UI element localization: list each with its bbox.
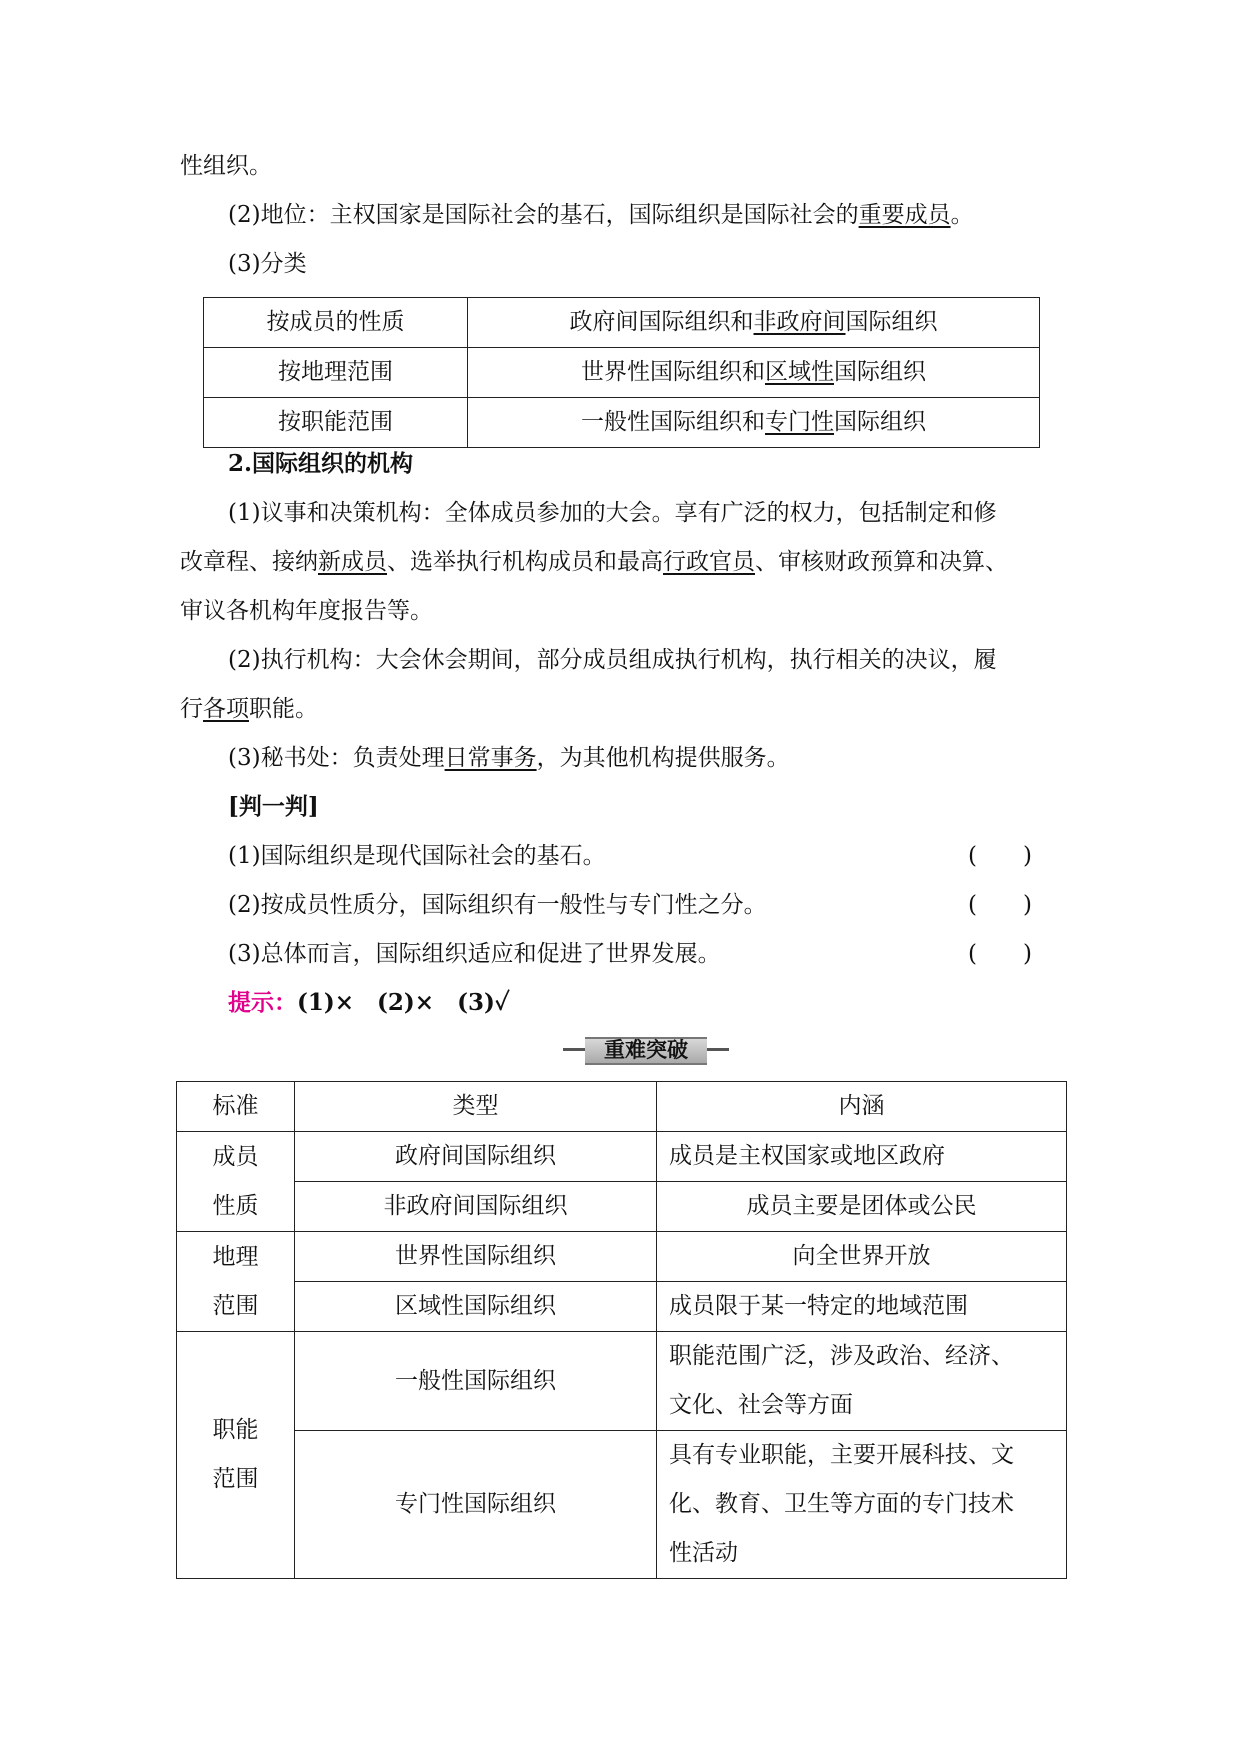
header-cell: 标准	[177, 1082, 295, 1132]
table-row	[177, 1132, 1067, 1182]
type-cell: 专门性国际组织	[295, 1431, 657, 1579]
type-cell: 非政府间国际组织	[295, 1182, 657, 1232]
table-row	[204, 298, 1040, 348]
type-cell: 世界性国际组织	[295, 1232, 657, 1282]
underlined-term: 各项	[203, 696, 249, 722]
header-cell: 类型	[295, 1082, 657, 1132]
classification-table	[203, 297, 1040, 448]
judge-item: (2)按成员性质分，国际组织有一般性与专门性之分。	[228, 892, 767, 918]
table-row	[204, 398, 1040, 448]
table-row	[177, 1431, 1067, 1579]
text-span: (2)地位：主权国家是国际社会的基石，国际组织是国际社会的	[228, 202, 859, 228]
hint-label: 提示：	[228, 989, 297, 1016]
types-cell: 世界性国际组织和区域性国际组织	[468, 348, 1040, 398]
standard-cell: 地理 范围	[177, 1232, 295, 1332]
content-cell: 具有专业职能，主要开展科技、文 化、教育、卫生等方面的专门技术 性活动	[657, 1431, 1067, 1579]
hint-answers: (1)× (2)× (3)✓	[297, 989, 510, 1016]
banner-rule	[563, 1048, 585, 1051]
criterion-cell: 按成员的性质	[204, 298, 468, 348]
header-cell: 内涵	[657, 1082, 1067, 1132]
content-cell: 成员限于某一特定的地域范围	[657, 1282, 1067, 1332]
underlined-term: 行政官员	[663, 549, 755, 575]
judge-heading: [判一判]	[228, 793, 319, 820]
type-cell: 一般性国际组织	[295, 1332, 657, 1431]
text-line: (3)秘书处：负责处理日常事务，为其他机构提供服务。	[228, 745, 790, 771]
text-line: 改章程、接纳新成员、选举执行机构成员和最高行政官员、审核财政预算和决算、	[180, 549, 1008, 575]
section-banner	[563, 1035, 729, 1063]
status-paragraph	[228, 200, 974, 230]
detail-table	[176, 1081, 1067, 1579]
banner-rule	[707, 1048, 729, 1051]
standard-cell: 成员 性质	[177, 1132, 295, 1232]
answer-blank: ( )	[968, 843, 1032, 869]
hint-line	[228, 988, 510, 1018]
criterion-cell: 按地理范围	[204, 348, 468, 398]
standard-cell: 职能 范围	[177, 1332, 295, 1579]
answer-blank: ( )	[968, 941, 1032, 967]
text-line: (2)执行机构：大会休会期间，部分成员组成执行机构，执行相关的决议，履	[228, 647, 997, 673]
answer-blank: ( )	[968, 892, 1032, 918]
text-span: 。	[950, 202, 974, 228]
table-row	[177, 1182, 1067, 1232]
underlined-term: 新成员	[318, 549, 387, 575]
content-cell: 职能范围广泛，涉及政治、经济、 文化、社会等方面	[657, 1332, 1067, 1431]
content-cell: 成员主要是团体或公民	[657, 1182, 1067, 1232]
section-heading: 2.国际组织的机构	[228, 450, 414, 477]
judge-item: (3)总体而言，国际组织适应和促进了世界发展。	[228, 941, 721, 967]
underlined-term: 日常事务	[444, 745, 537, 771]
judge-item: (1)国际组织是现代国际社会的基石。	[228, 843, 606, 869]
table-row	[177, 1282, 1067, 1332]
text-line: (1)议事和决策机构：全体成员参加的大会。享有广泛的权力，包括制定和修	[228, 500, 997, 526]
content-cell: 成员是主权国家或地区政府	[657, 1132, 1067, 1182]
text-line: 性组织。	[180, 153, 272, 179]
text-line: 审议各机构年度报告等。	[180, 598, 433, 624]
table-row	[177, 1332, 1067, 1431]
table-row	[204, 348, 1040, 398]
type-cell: 政府间国际组织	[295, 1132, 657, 1182]
criterion-cell: 按职能范围	[204, 398, 468, 448]
types-cell: 一般性国际组织和专门性国际组织	[468, 398, 1040, 448]
types-cell: 政府间国际组织和非政府间国际组织	[468, 298, 1040, 348]
banner-label: 重难突破	[585, 1037, 707, 1065]
table-header-row	[177, 1082, 1067, 1132]
underlined-term: 重要成员	[858, 202, 951, 228]
table-row	[177, 1232, 1067, 1282]
type-cell: 区域性国际组织	[295, 1282, 657, 1332]
text-line: 行各项职能。	[180, 696, 318, 722]
content-cell: 向全世界开放	[657, 1232, 1067, 1282]
classify-heading: (3)分类	[228, 251, 307, 277]
